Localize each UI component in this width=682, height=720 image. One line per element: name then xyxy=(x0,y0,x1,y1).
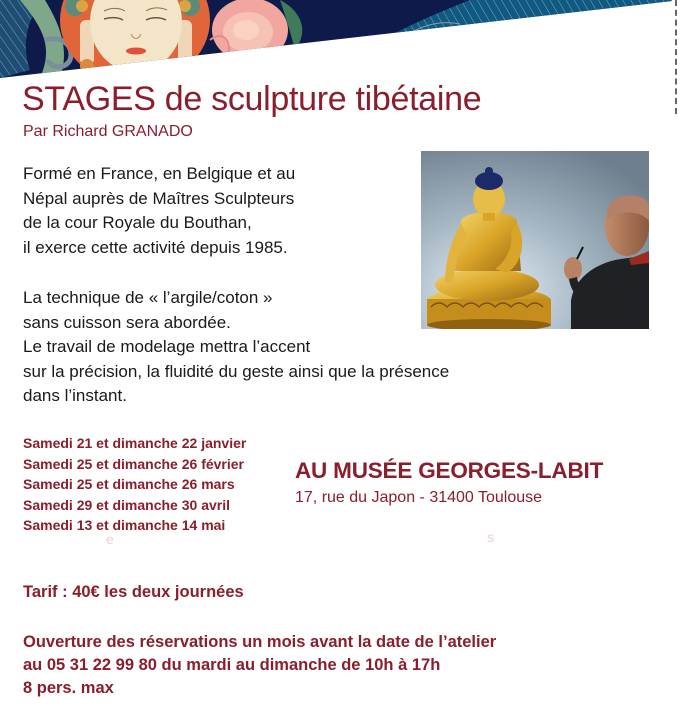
workshop-date: Samedi 21 et dimanche 22 janvier xyxy=(23,435,247,451)
technique-paragraph xyxy=(23,286,449,409)
reservation-line: Ouverture des réservations un mois avant la date de l’atelier xyxy=(23,633,497,651)
reservation-info xyxy=(23,631,496,700)
workshop-date: Samedi 29 et dimanche 30 avril xyxy=(23,496,230,513)
bio-paragraph xyxy=(23,162,295,260)
venue-name: AU MUSÉE GEORGES-LABIT xyxy=(295,458,604,483)
technique-line: La technique de « l’argile/coton » xyxy=(23,288,273,307)
capacity-info: 8 pers. max xyxy=(23,679,114,697)
technique-line: sur la précision, la fluidité du geste ainsi que la présence xyxy=(23,361,450,381)
workshop-date: Samedi 13 et dimanche 14 mai xyxy=(23,517,226,533)
faded-glyph: s xyxy=(487,529,494,545)
workshop-dates-list xyxy=(23,433,246,536)
technique-line: Le travail de modelage mettra l’accent xyxy=(23,337,311,356)
bio-line: Népal auprès de Maîtres Sculpteurs xyxy=(23,188,295,208)
technique-line: dans l’instant. xyxy=(23,386,127,405)
venue-block xyxy=(295,457,603,509)
bio-line: de la cour Royale du Bouthan, xyxy=(23,213,252,232)
price-info: Tarif : 40€ les deux journées xyxy=(23,583,244,601)
header-banner-painting xyxy=(0,0,682,82)
sculptor-with-buddha-photo xyxy=(421,151,649,329)
bio-line: il exerce cette activité depuis 1985. xyxy=(23,237,288,257)
bio-line: Formé en France, en Belgique et au xyxy=(23,164,296,183)
page-title: STAGES de sculpture tibétaine xyxy=(22,80,482,118)
reservation-phone-hours: au 05 31 22 99 80 du mardi au dimanche de 10h à 17h xyxy=(23,656,441,674)
page-edge-dashed-line xyxy=(675,0,677,114)
workshop-date: Samedi 25 et dimanche 26 mars xyxy=(23,476,235,492)
faded-glyph: e xyxy=(106,531,114,547)
technique-line: sans cuisson sera abordée. xyxy=(23,312,231,332)
author-subtitle: Par Richard GRANADO xyxy=(23,123,193,140)
venue-address: 17, rue du Japon - 31400 Toulouse xyxy=(295,489,543,506)
workshop-date: Samedi 25 et dimanche 26 février xyxy=(23,455,244,472)
